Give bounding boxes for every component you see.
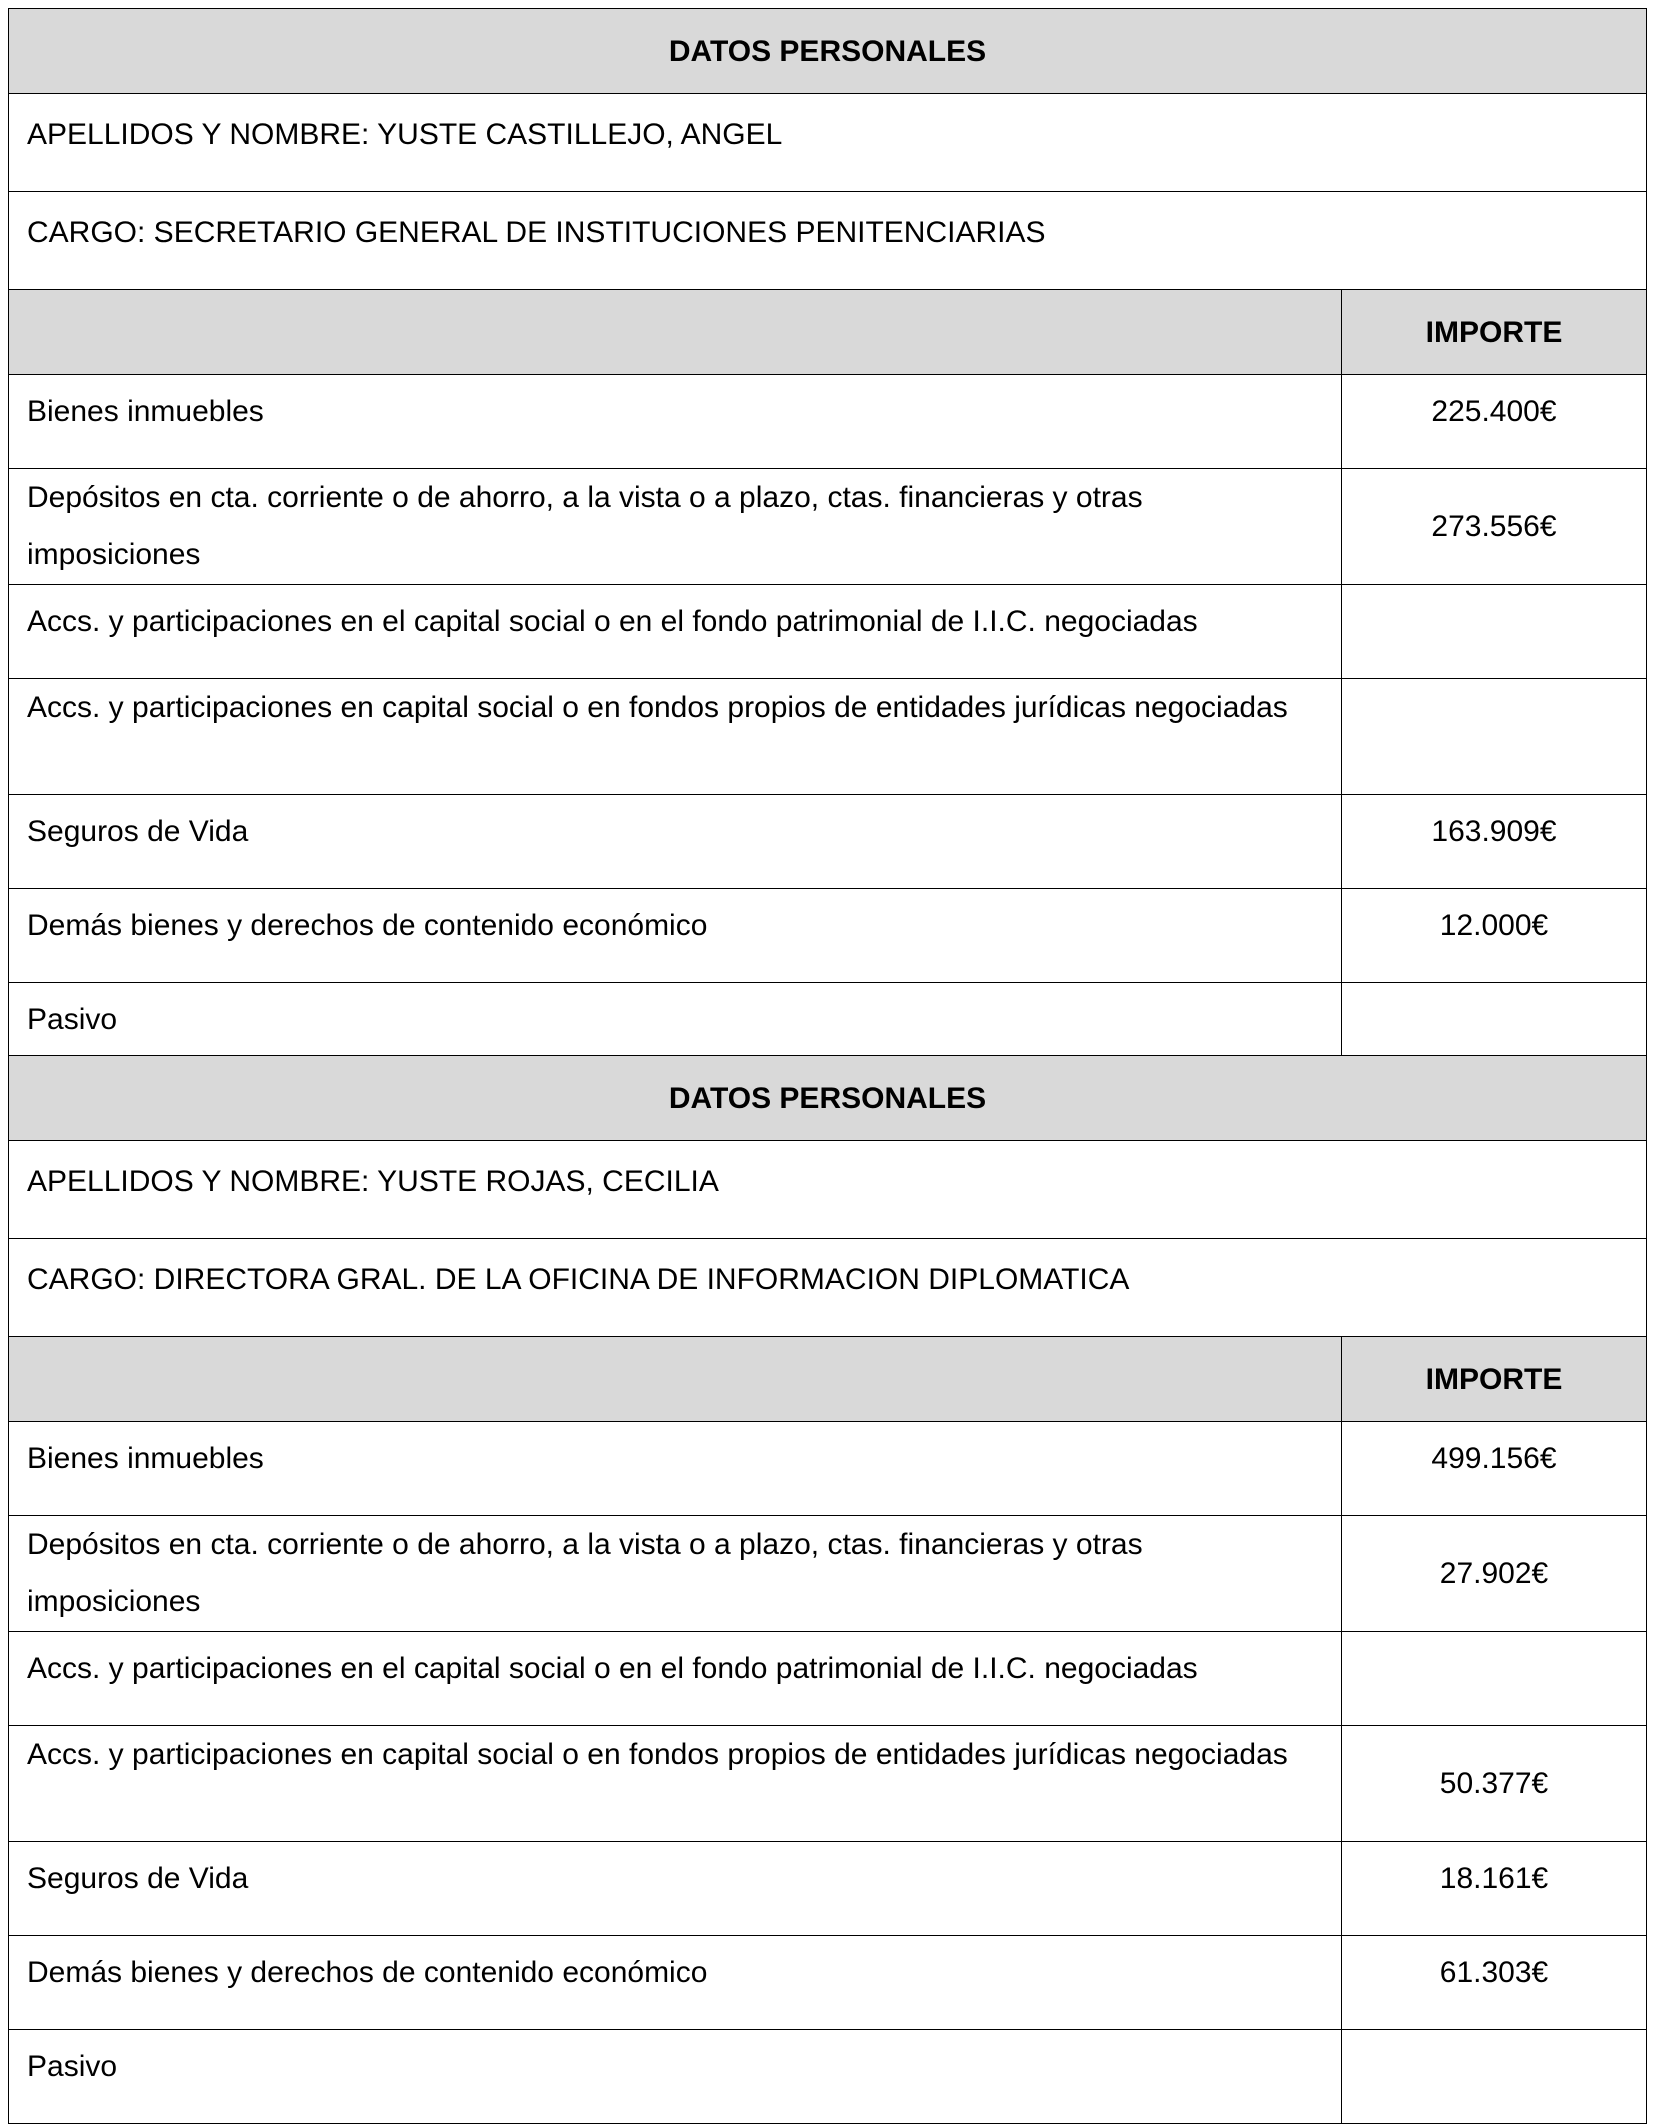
asset-label: Accs. y participaciones en capital social o en fondos propios de entidades jurídicas negociadas	[9, 679, 1342, 795]
asset-amount: 225.400€	[1342, 375, 1647, 469]
name-line: APELLIDOS Y NOMBRE: YUSTE CASTILLEJO, ANGEL	[9, 94, 1647, 192]
cargo-row	[9, 192, 1647, 290]
section-title-row	[9, 1056, 1647, 1141]
name-row	[9, 1141, 1647, 1239]
table-row	[9, 795, 1647, 889]
name-row	[9, 94, 1647, 192]
asset-amount: 50.377€	[1342, 1726, 1647, 1842]
asset-amount: 12.000€	[1342, 889, 1647, 983]
asset-label: Bienes inmuebles	[9, 375, 1342, 469]
asset-label: Accs. y participaciones en el capital social o en el fondo patrimonial de I.I.C. negociadas	[9, 1632, 1342, 1726]
asset-amount: 27.902€	[1342, 1516, 1647, 1632]
asset-amount	[1342, 679, 1647, 795]
name-line: APELLIDOS Y NOMBRE: YUSTE ROJAS, CECILIA	[9, 1141, 1647, 1239]
table-row	[9, 1516, 1647, 1632]
label-column-header	[9, 1337, 1342, 1422]
asset-amount: 499.156€	[1342, 1422, 1647, 1516]
asset-label: Accs. y participaciones en capital social o en fondos propios de entidades jurídicas negociadas	[9, 1726, 1342, 1842]
table-row	[9, 1726, 1647, 1842]
cargo-line: CARGO: DIRECTORA GRAL. DE LA OFICINA DE INFORMACION DIPLOMATICA	[9, 1239, 1647, 1337]
asset-amount: 163.909€	[1342, 795, 1647, 889]
asset-label: Pasivo	[9, 983, 1342, 1077]
asset-label: Bienes inmuebles	[9, 1422, 1342, 1516]
asset-label: Depósitos en cta. corriente o de ahorro, a la vista o a plazo, ctas. financieras y otras imposiciones	[9, 1516, 1342, 1632]
asset-label: Demás bienes y derechos de contenido económico	[9, 889, 1342, 983]
table-row	[9, 1936, 1647, 2030]
asset-amount: 18.161€	[1342, 1842, 1647, 1936]
column-header-row	[9, 1337, 1647, 1422]
asset-amount	[1342, 585, 1647, 679]
section-title: DATOS PERSONALES	[9, 9, 1647, 94]
table-row	[9, 889, 1647, 983]
cargo-row	[9, 1239, 1647, 1337]
asset-label: Seguros de Vida	[9, 1842, 1342, 1936]
cargo-line: CARGO: SECRETARIO GENERAL DE INSTITUCIONES PENITENCIARIAS	[9, 192, 1647, 290]
amount-column-header: IMPORTE	[1342, 290, 1647, 375]
asset-label: Pasivo	[9, 2030, 1342, 2124]
asset-label: Seguros de Vida	[9, 795, 1342, 889]
asset-amount: 61.303€	[1342, 1936, 1647, 2030]
asset-label: Accs. y participaciones en el capital social o en el fondo patrimonial de I.I.C. negociadas	[9, 585, 1342, 679]
table-row	[9, 469, 1647, 585]
asset-amount	[1342, 1632, 1647, 1726]
table-row	[9, 1632, 1647, 1726]
table-row	[9, 375, 1647, 469]
amount-column-header: IMPORTE	[1342, 1337, 1647, 1422]
asset-declaration-table-2	[8, 1055, 1647, 2124]
table-row	[9, 679, 1647, 795]
table-row	[9, 1842, 1647, 1936]
section-title-row	[9, 9, 1647, 94]
column-header-row	[9, 290, 1647, 375]
section-title: DATOS PERSONALES	[9, 1056, 1647, 1141]
asset-declaration-table-1	[8, 8, 1647, 1077]
asset-amount: 273.556€	[1342, 469, 1647, 585]
asset-label: Demás bienes y derechos de contenido económico	[9, 1936, 1342, 2030]
table-row	[9, 1422, 1647, 1516]
table-row	[9, 2030, 1647, 2124]
table-row	[9, 585, 1647, 679]
asset-amount	[1342, 2030, 1647, 2124]
asset-label: Depósitos en cta. corriente o de ahorro, a la vista o a plazo, ctas. financieras y otras imposiciones	[9, 469, 1342, 585]
label-column-header	[9, 290, 1342, 375]
